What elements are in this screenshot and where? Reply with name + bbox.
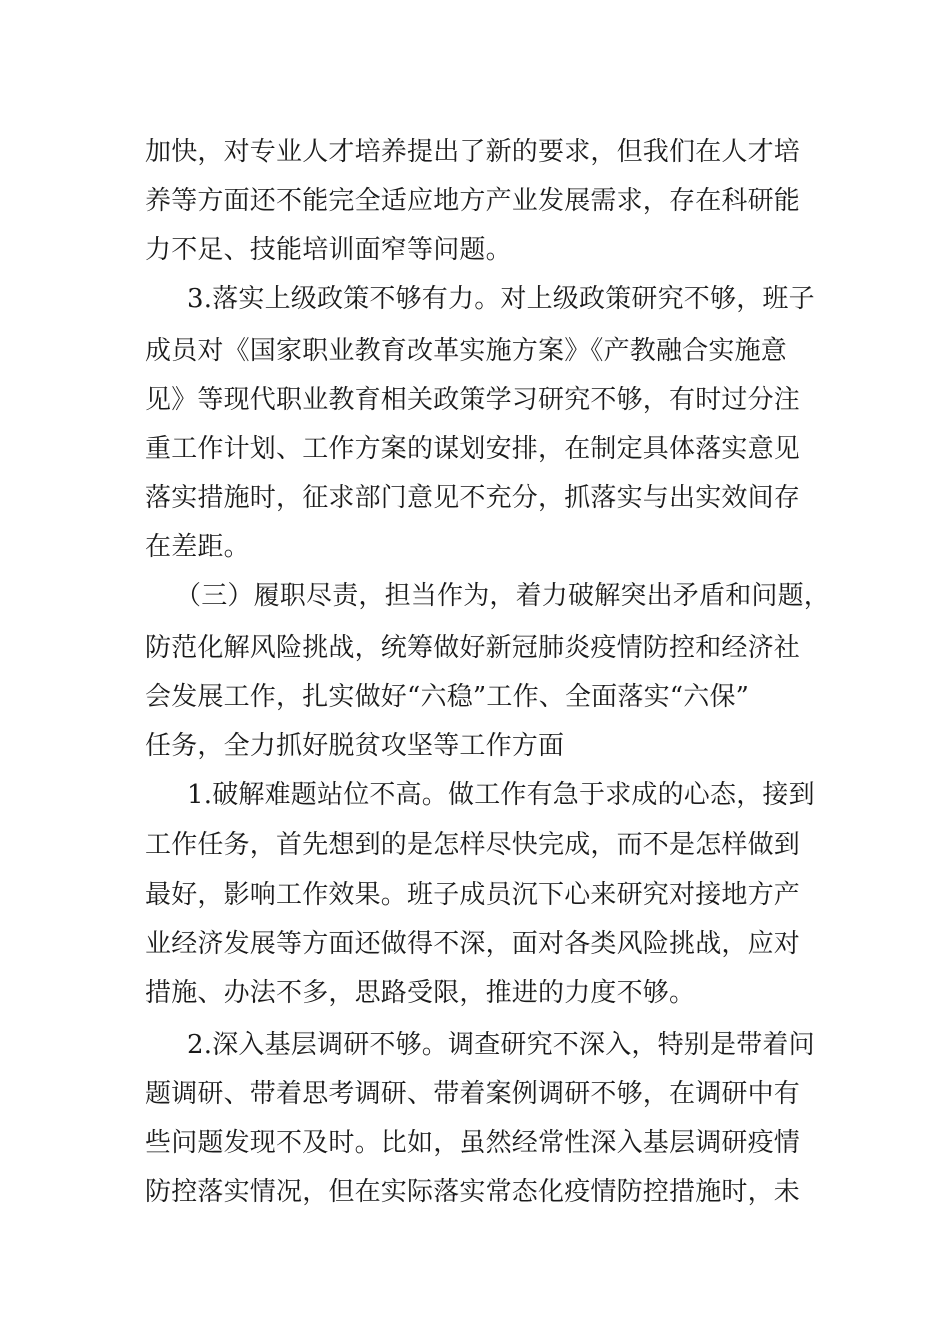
text-line: 题调研、带着思考调研、带着案例调研不够，在调研中有 bbox=[145, 1079, 801, 1109]
text-line: 重工作计划、工作方案的谋划安排，在制定具体落实意见 bbox=[145, 434, 801, 464]
text-line: 养等方面还不能完全适应地方产业发展需求，存在科研能 bbox=[145, 186, 801, 216]
text-line: 力不足、技能培训面窄等问题。 bbox=[145, 235, 512, 265]
text-line: 最好，影响工作效果。班子成员沉下心来研究对接地方产 bbox=[145, 880, 801, 910]
text-line: 3.落实上级政策不够有力。对上级政策研究不够，班子 bbox=[187, 284, 815, 314]
text-line: 1.破解难题站位不高。做工作有急于求成的心态，接到 bbox=[187, 780, 815, 810]
text-line: 业经济发展等方面还做得不深，面对各类风险挑战，应对 bbox=[145, 929, 801, 959]
text-line: 工作任务，首先想到的是怎样尽快完成，而不是怎样做到 bbox=[145, 830, 801, 860]
text-line: 在差距。 bbox=[145, 532, 250, 562]
section-heading: 任务，全力抓好脱贫攻坚等工作方面 bbox=[145, 731, 565, 761]
text-line: 2.深入基层调研不够。调查研究不深入，特别是带着问 bbox=[187, 1030, 815, 1060]
section-heading: 会发展工作，扎实做好“六稳”工作、全面落实“六保” bbox=[145, 682, 750, 712]
section-heading: 防范化解风险挑战，统筹做好新冠肺炎疫情防控和经济社 bbox=[145, 633, 801, 663]
section-heading: （三）履职尽责，担当作为，着力破解突出矛盾和问题， bbox=[175, 581, 831, 611]
text-line: 措施、办法不多，思路受限，推进的力度不够。 bbox=[145, 978, 696, 1008]
text-line: 见》等现代职业教育相关政策学习研究不够，有时过分注 bbox=[145, 385, 801, 415]
text-line: 落实措施时，征求部门意见不充分，抓落实与出实效间存 bbox=[145, 483, 801, 513]
text-line: 成员对《国家职业教育改革实施方案》《产教融合实施意 bbox=[145, 336, 788, 366]
text-line: 加快，对专业人才培养提出了新的要求，但我们在人才培 bbox=[145, 137, 801, 167]
text-line: 些问题发现不及时。比如，虽然经常性深入基层调研疫情 bbox=[145, 1128, 801, 1158]
text-line: 防控落实情况，但在实际落实常态化疫情防控措施时，未 bbox=[145, 1177, 801, 1207]
